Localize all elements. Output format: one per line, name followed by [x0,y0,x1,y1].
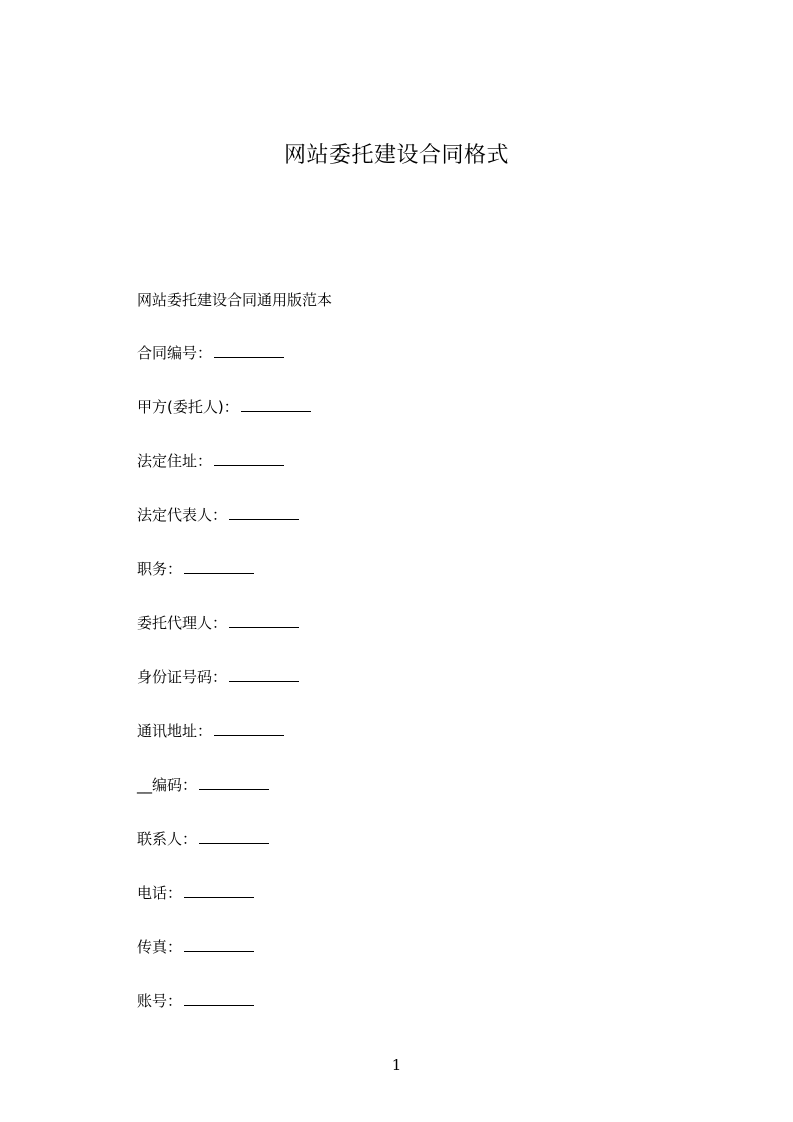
fill-in-blank [199,828,269,844]
fill-in-blank [184,558,254,574]
field-label: 职务： [137,560,183,578]
field-phone [137,882,311,936]
field-label: 合同编号： [137,344,213,362]
field-contact-person [137,828,311,882]
field-account-number [137,990,311,1044]
field-label: 法定住址： [137,452,213,470]
field-contract-number [137,342,311,396]
field-label: 账号： [137,992,183,1010]
field-fax [137,936,311,990]
field-label: 电话： [137,884,183,902]
field-label: 身份证号码： [137,668,228,686]
fill-in-blank [184,936,254,952]
fill-in-blank [199,774,269,790]
fill-in-blank [229,504,299,520]
field-mailing-address [137,720,311,774]
field-id-number [137,666,311,720]
field-label: 法定代表人： [137,506,228,524]
field-label: 通讯地址： [137,722,213,740]
fill-in-blank [184,990,254,1006]
field-label: __编码： [137,776,198,794]
field-authorized-agent [137,612,311,666]
field-postal-code [137,774,311,828]
field-position [137,558,311,612]
document-title: 网站委托建设合同格式 [283,143,509,168]
fill-in-blank [241,396,311,412]
fill-in-blank [214,342,284,358]
field-label: 委托代理人： [137,614,228,632]
page-number: 1 [391,1056,402,1074]
field-label: 甲方(委托人)： [137,398,239,416]
field-legal-address [137,450,311,504]
field-label: 传真： [137,938,183,956]
field-party-a [137,396,311,450]
fill-in-blank [214,450,284,466]
document-subtitle: 网站委托建设合同通用版范本 [137,291,333,309]
field-label: 联系人： [137,830,198,848]
fill-in-blank [214,720,284,736]
contract-field-list [137,342,311,1044]
field-legal-representative [137,504,311,558]
fill-in-blank [229,666,299,682]
fill-in-blank [229,612,299,628]
fill-in-blank [184,882,254,898]
